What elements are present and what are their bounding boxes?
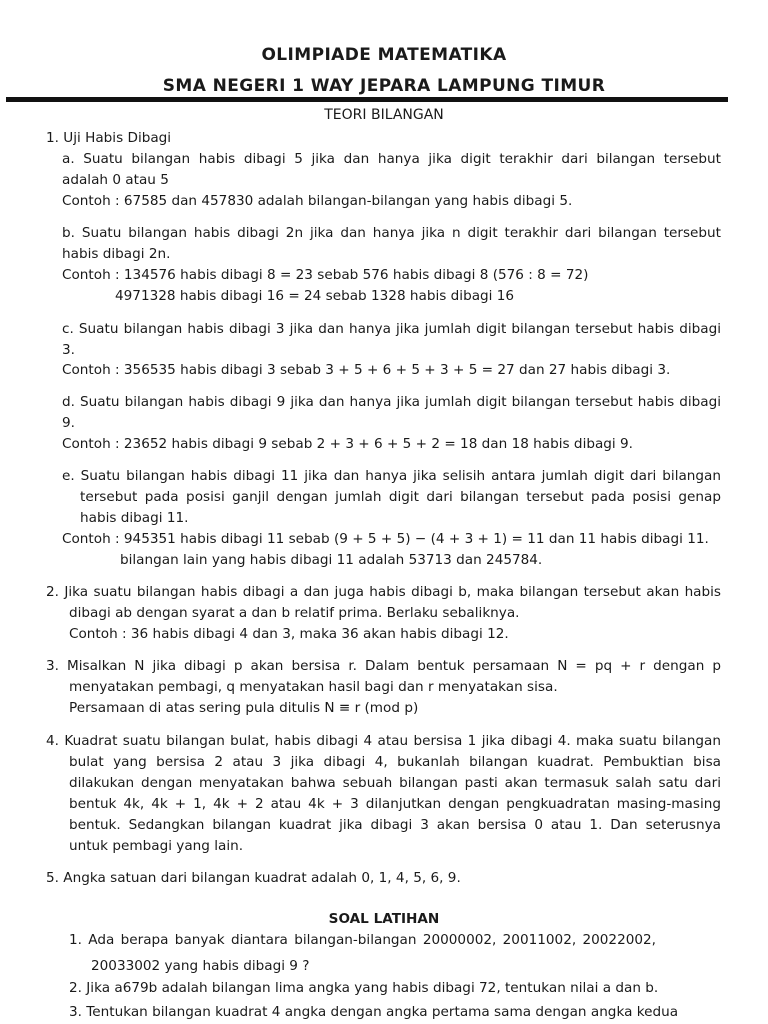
item-c-line-2: 3. — [62, 342, 75, 358]
section-5-line-1: 5. Angka satuan dari bilangan kuadrat adalah 0, 1, 4, 5, 6, 9. — [46, 870, 461, 886]
exercise-3: 3. Tentukan bilangan kuadrat 4 angka dengan angka pertama sama dengan angka kedua — [69, 1004, 679, 1020]
section-3-line-3: Persamaan di atas sering pula ditulis N ≡ r (mod p) — [69, 700, 419, 716]
item-e-line-2: tersebut pada posisi ganjil dengan jumlah digit dari bilangan tersebut pada posisi genap — [80, 489, 721, 505]
document-title: OLIMPIADE MATEMATIKA — [261, 45, 507, 65]
section-4-line-6: untuk pembagi yang lain. — [69, 838, 244, 854]
item-d-line-1: d. Suatu bilangan habis dibagi 9 jika dan hanya jika jumlah digit bilangan tersebut habis dibagi — [62, 394, 721, 410]
section-3-line-2: menyatakan pembagi, q menyatakan hasil bagi dan r menyatakan sisa. — [69, 679, 558, 695]
item-b-example-2: 4971328 habis dibagi 16 = 24 sebab 1328 habis dibagi 16 — [115, 288, 515, 304]
item-b-example-1: Contoh : 134576 habis dibagi 8 = 23 sebab 576 habis dibagi 8 (576 : 8 = 72) — [62, 267, 589, 283]
exercise-1-line-2: 20033002 yang habis dibagi 9 ? — [91, 958, 310, 974]
item-b-line-1: b. Suatu bilangan habis dibagi 2n jika dan hanya jika n digit terakhir dari bilangan tersebut — [62, 225, 721, 241]
header-divider — [6, 97, 728, 102]
section-title: TEORI BILANGAN — [324, 107, 444, 123]
section-4-line-5: bentuk. Sedangkan bilangan kuadrat jika dibagi 3 akan bersisa 0 atau 1. Dan seterusnya — [69, 817, 721, 833]
exercise-2: 2. Jika a679b adalah bilangan lima angka yang habis dibagi 72, tentukan nilai a dan b. — [69, 980, 659, 996]
section-4-line-1: 4. Kuadrat suatu bilangan bulat, habis dibagi 4 atau bersisa 1 jika dibagi 4. maka suatu bilangan — [46, 733, 721, 749]
section-4-line-3: dilakukan dengan menyatakan bahwa sebuah bilangan pasti akan termasuk salah satu dari — [69, 775, 721, 791]
section-3-line-1: 3. Misalkan N jika dibagi p akan bersisa r. Dalam bentuk persamaan N = pq + r dengan p — [46, 658, 721, 674]
item-d-example: Contoh : 23652 habis dibagi 9 sebab 2 + 3 + 6 + 5 + 2 = 18 dan 18 habis dibagi 9. — [62, 436, 633, 452]
section-4-line-4: bentuk 4k, 4k + 1, 4k + 2 atau 4k + 3 dilanjutkan dengan pengkuadratan masing-masing — [69, 796, 721, 812]
item-b-line-2: habis dibagi 2n. — [62, 246, 171, 262]
section-2-example: Contoh : 36 habis dibagi 4 dan 3, maka 36 akan habis dibagi 12. — [69, 626, 509, 642]
section-2-line-1: 2. Jika suatu bilangan habis dibagi a dan juga habis dibagi b, maka bilangan tersebut akan habis — [46, 584, 721, 600]
section-1-heading: 1. Uji Habis Dibagi — [46, 130, 172, 146]
item-e-example-1: Contoh : 945351 habis dibagi 11 sebab (9 + 5 + 5) − (4 + 3 + 1) = 11 dan 11 habis dibagi 11. — [62, 531, 709, 547]
item-a-line-2: adalah 0 atau 5 — [62, 172, 169, 188]
exercise-1-line-1: 1. Ada berapa banyak diantara bilangan-bilangan 20000002, 20011002, 20022002, — [69, 932, 656, 948]
item-c-line-1: c. Suatu bilangan habis dibagi 3 jika dan hanya jika jumlah digit bilangan tersebut habis dibagi — [62, 321, 721, 337]
item-d-line-2: 9. — [62, 415, 75, 431]
section-2-line-2: dibagi ab dengan syarat a dan b relatif prima. Berlaku sebaliknya. — [69, 605, 520, 621]
exercise-heading: SOAL LATIHAN — [328, 911, 440, 927]
item-a-example: Contoh : 67585 dan 457830 adalah bilangan-bilangan yang habis dibagi 5. — [62, 193, 573, 209]
school-name: SMA NEGERI 1 WAY JEPARA LAMPUNG TIMUR — [162, 76, 606, 96]
section-4-line-2: bulat yang bersisa 2 atau 3 jika dibagi 4, bukanlah bilangan kuadrat. Pembuktian bisa — [69, 754, 721, 770]
item-e-example-2: bilangan lain yang habis dibagi 11 adalah 53713 dan 245784. — [120, 552, 543, 568]
item-a-line-1: a. Suatu bilangan habis dibagi 5 jika dan hanya jika digit terakhir dari bilangan tersebut — [62, 151, 721, 167]
item-c-example: Contoh : 356535 habis dibagi 3 sebab 3 + 5 + 6 + 5 + 3 + 5 = 27 dan 27 habis dibagi 3. — [62, 362, 671, 378]
item-e-line-3: habis dibagi 11. — [80, 510, 189, 526]
item-e-line-1: e. Suatu bilangan habis dibagi 11 jika dan hanya jika selisih antara jumlah digit dari bilangan — [62, 468, 721, 484]
